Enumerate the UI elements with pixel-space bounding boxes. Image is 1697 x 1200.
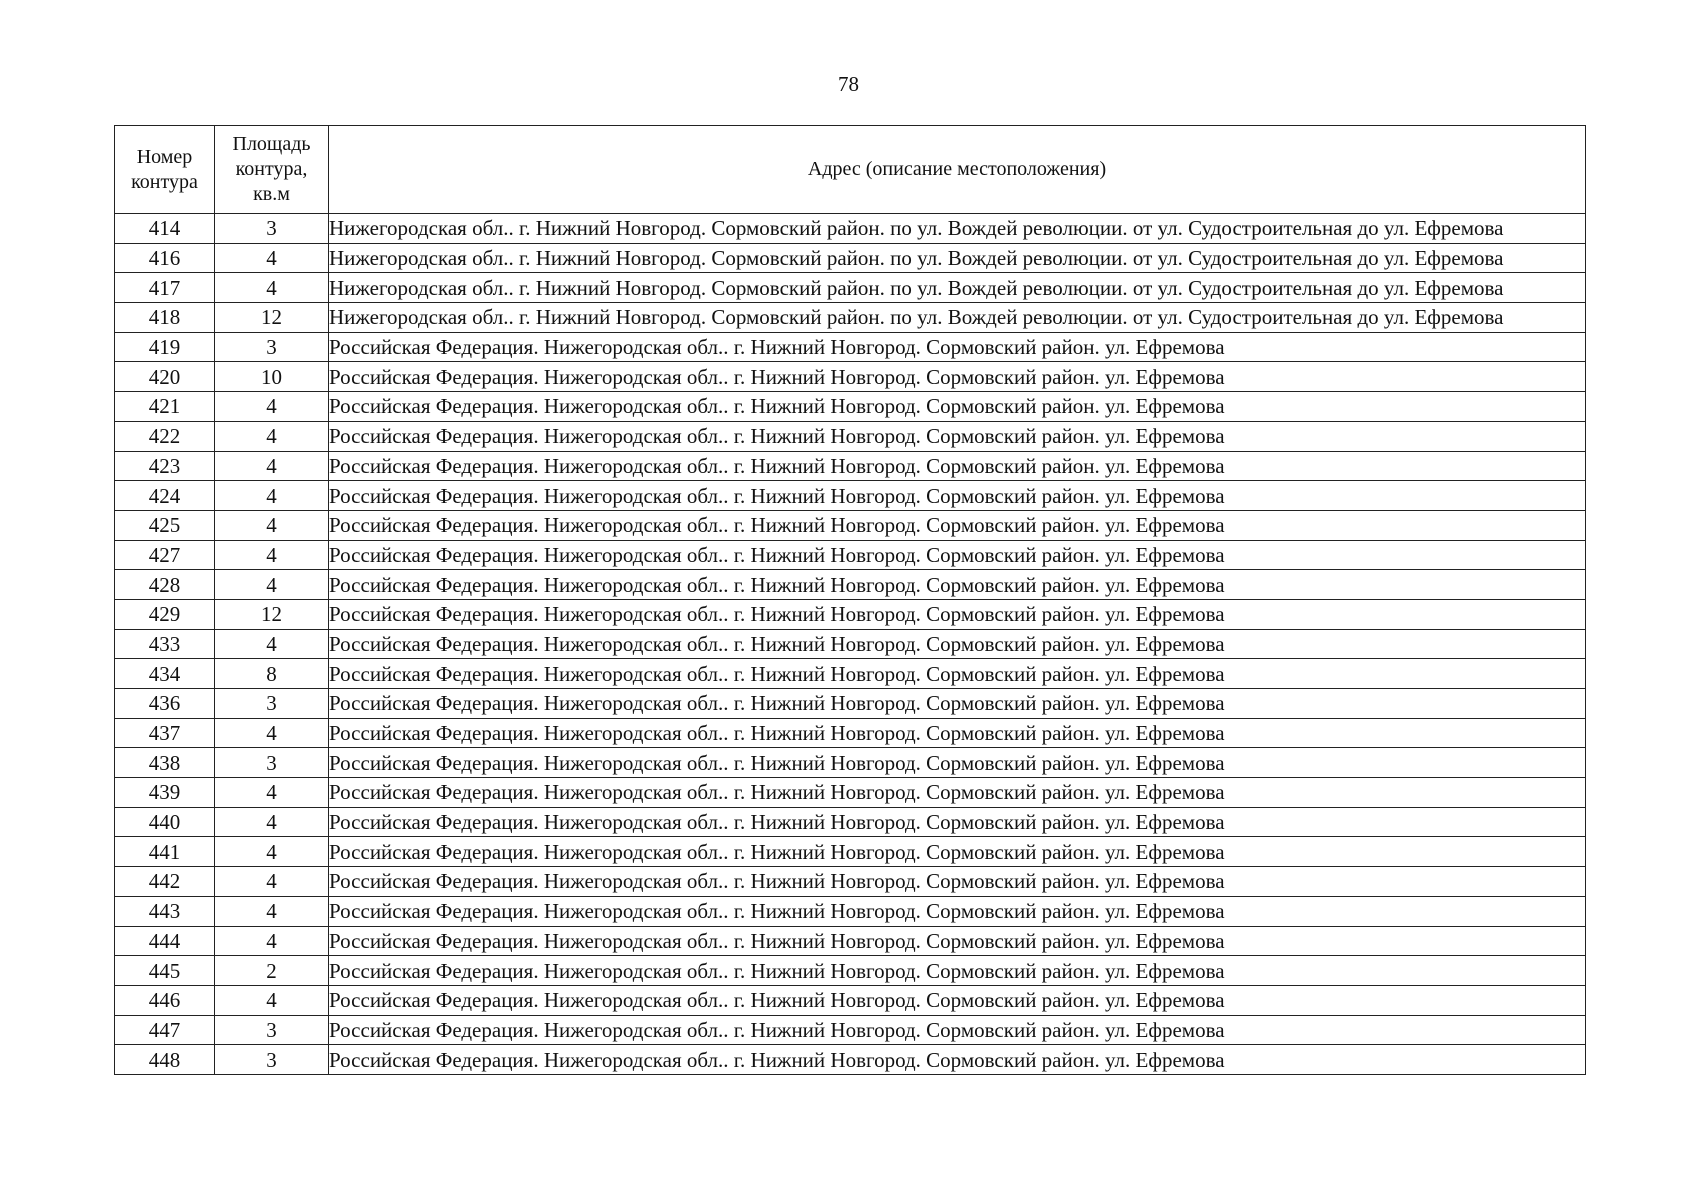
cell-address: Российская Федерация. Нижегородская обл.. г. Нижний Новгород. Сормовский район. ул. Ефремова bbox=[329, 362, 1586, 392]
cell-contour-area: 4 bbox=[215, 481, 329, 511]
table-row bbox=[115, 1045, 1586, 1075]
cell-address: Нижегородская обл.. г. Нижний Новгород. Сормовский район. по ул. Вождей революции. от ул. Судостроительная до ул. Ефремова bbox=[329, 243, 1586, 273]
table-row bbox=[115, 659, 1586, 689]
table-row bbox=[115, 718, 1586, 748]
table-row bbox=[115, 896, 1586, 926]
cell-contour-number: 424 bbox=[115, 481, 215, 511]
cell-contour-number: 418 bbox=[115, 303, 215, 333]
cell-contour-number: 440 bbox=[115, 807, 215, 837]
cell-address: Российская Федерация. Нижегородская обл.. г. Нижний Новгород. Сормовский район. ул. Ефремова bbox=[329, 599, 1586, 629]
cell-contour-area: 4 bbox=[215, 985, 329, 1015]
cell-contour-area: 2 bbox=[215, 956, 329, 986]
table-row bbox=[115, 926, 1586, 956]
cell-contour-number: 414 bbox=[115, 214, 215, 244]
table-row bbox=[115, 421, 1586, 451]
cell-address: Российская Федерация. Нижегородская обл.. г. Нижний Новгород. Сормовский район. ул. Ефремова bbox=[329, 659, 1586, 689]
cell-contour-area: 3 bbox=[215, 689, 329, 719]
cell-contour-area: 4 bbox=[215, 629, 329, 659]
table-row bbox=[115, 629, 1586, 659]
cell-contour-number: 421 bbox=[115, 392, 215, 422]
cell-address: Российская Федерация. Нижегородская обл.. г. Нижний Новгород. Сормовский район. ул. Ефремова bbox=[329, 540, 1586, 570]
table-row bbox=[115, 392, 1586, 422]
cell-contour-number: 428 bbox=[115, 570, 215, 600]
cell-contour-number: 445 bbox=[115, 956, 215, 986]
cell-contour-area: 4 bbox=[215, 718, 329, 748]
cell-contour-area: 4 bbox=[215, 867, 329, 897]
table-row bbox=[115, 510, 1586, 540]
cell-address: Российская Федерация. Нижегородская обл.. г. Нижний Новгород. Сормовский район. ул. Ефремова bbox=[329, 926, 1586, 956]
cell-contour-area: 4 bbox=[215, 896, 329, 926]
table-row bbox=[115, 778, 1586, 808]
cell-address: Российская Федерация. Нижегородская обл.. г. Нижний Новгород. Сормовский район. ул. Ефремова bbox=[329, 392, 1586, 422]
cell-contour-number: 438 bbox=[115, 748, 215, 778]
header-row bbox=[115, 126, 1586, 214]
cell-contour-area: 4 bbox=[215, 451, 329, 481]
cell-contour-area: 3 bbox=[215, 748, 329, 778]
cell-address: Нижегородская обл.. г. Нижний Новгород. Сормовский район. по ул. Вождей революции. от ул. Судостроительная до ул. Ефремова bbox=[329, 214, 1586, 244]
cell-address: Российская Федерация. Нижегородская обл.. г. Нижний Новгород. Сормовский район. ул. Ефремова bbox=[329, 332, 1586, 362]
cell-contour-number: 423 bbox=[115, 451, 215, 481]
cell-contour-area: 4 bbox=[215, 243, 329, 273]
cell-address: Российская Федерация. Нижегородская обл.. г. Нижний Новгород. Сормовский район. ул. Ефремова bbox=[329, 689, 1586, 719]
cell-address: Российская Федерация. Нижегородская обл.. г. Нижний Новгород. Сормовский район. ул. Ефремова bbox=[329, 629, 1586, 659]
cell-contour-area: 4 bbox=[215, 807, 329, 837]
cell-contour-area: 8 bbox=[215, 659, 329, 689]
table-row bbox=[115, 332, 1586, 362]
cell-contour-number: 439 bbox=[115, 778, 215, 808]
cell-contour-area: 4 bbox=[215, 510, 329, 540]
cell-contour-number: 420 bbox=[115, 362, 215, 392]
cell-contour-number: 447 bbox=[115, 1015, 215, 1045]
cell-contour-number: 446 bbox=[115, 985, 215, 1015]
header-contour-area: Площадь контура, кв.м bbox=[215, 126, 329, 214]
table-row bbox=[115, 243, 1586, 273]
cell-address: Российская Федерация. Нижегородская обл.. г. Нижний Новгород. Сормовский район. ул. Ефремова bbox=[329, 1045, 1586, 1075]
cell-address: Российская Федерация. Нижегородская обл.. г. Нижний Новгород. Сормовский район. ул. Ефремова bbox=[329, 421, 1586, 451]
table-row bbox=[115, 867, 1586, 897]
cell-contour-area: 4 bbox=[215, 926, 329, 956]
cell-contour-area: 10 bbox=[215, 362, 329, 392]
page-number: 78 bbox=[838, 72, 859, 96]
cell-address: Российская Федерация. Нижегородская обл.. г. Нижний Новгород. Сормовский район. ул. Ефремова bbox=[329, 956, 1586, 986]
table-row bbox=[115, 451, 1586, 481]
cell-contour-number: 441 bbox=[115, 837, 215, 867]
cell-address: Российская Федерация. Нижегородская обл.. г. Нижний Новгород. Сормовский район. ул. Ефремова bbox=[329, 837, 1586, 867]
cell-address: Российская Федерация. Нижегородская обл.. г. Нижний Новгород. Сормовский район. ул. Ефремова bbox=[329, 985, 1586, 1015]
header-contour-number: Номер контура bbox=[115, 126, 215, 214]
cell-address: Российская Федерация. Нижегородская обл.. г. Нижний Новгород. Сормовский район. ул. Ефремова bbox=[329, 778, 1586, 808]
table-row bbox=[115, 599, 1586, 629]
cell-contour-area: 3 bbox=[215, 1015, 329, 1045]
cell-address: Нижегородская обл.. г. Нижний Новгород. Сормовский район. по ул. Вождей революции. от ул. Судостроительная до ул. Ефремова bbox=[329, 273, 1586, 303]
cell-address: Российская Федерация. Нижегородская обл.. г. Нижний Новгород. Сормовский район. ул. Ефремова bbox=[329, 807, 1586, 837]
cell-contour-number: 444 bbox=[115, 926, 215, 956]
cell-contour-area: 4 bbox=[215, 392, 329, 422]
cell-contour-area: 4 bbox=[215, 837, 329, 867]
cell-contour-number: 434 bbox=[115, 659, 215, 689]
cell-address: Российская Федерация. Нижегородская обл.. г. Нижний Новгород. Сормовский район. ул. Ефремова bbox=[329, 451, 1586, 481]
table-row bbox=[115, 1015, 1586, 1045]
table-row bbox=[115, 273, 1586, 303]
table-row bbox=[115, 362, 1586, 392]
table-row bbox=[115, 214, 1586, 244]
cell-contour-area: 4 bbox=[215, 540, 329, 570]
table-body bbox=[115, 214, 1586, 1075]
cell-address: Российская Федерация. Нижегородская обл.. г. Нижний Новгород. Сормовский район. ул. Ефремова bbox=[329, 748, 1586, 778]
header-address: Адрес (описание местоположения) bbox=[329, 126, 1586, 214]
table-row bbox=[115, 689, 1586, 719]
cell-contour-number: 437 bbox=[115, 718, 215, 748]
table-row bbox=[115, 985, 1586, 1015]
contour-table bbox=[114, 125, 1586, 1075]
cell-address: Российская Федерация. Нижегородская обл.. г. Нижний Новгород. Сормовский район. ул. Ефремова bbox=[329, 896, 1586, 926]
cell-address: Российская Федерация. Нижегородская обл.. г. Нижний Новгород. Сормовский район. ул. Ефремова bbox=[329, 1015, 1586, 1045]
cell-contour-number: 433 bbox=[115, 629, 215, 659]
cell-address: Нижегородская обл.. г. Нижний Новгород. Сормовский район. по ул. Вождей революции. от ул. Судостроительная до ул. Ефремова bbox=[329, 303, 1586, 333]
cell-contour-area: 4 bbox=[215, 273, 329, 303]
cell-contour-number: 427 bbox=[115, 540, 215, 570]
table-row bbox=[115, 540, 1586, 570]
cell-contour-area: 4 bbox=[215, 570, 329, 600]
table-row bbox=[115, 956, 1586, 986]
table-row bbox=[115, 807, 1586, 837]
cell-address: Российская Федерация. Нижегородская обл.. г. Нижний Новгород. Сормовский район. ул. Ефремова bbox=[329, 867, 1586, 897]
cell-contour-number: 419 bbox=[115, 332, 215, 362]
cell-address: Российская Федерация. Нижегородская обл.. г. Нижний Новгород. Сормовский район. ул. Ефремова bbox=[329, 481, 1586, 511]
cell-contour-number: 443 bbox=[115, 896, 215, 926]
cell-address: Российская Федерация. Нижегородская обл.. г. Нижний Новгород. Сормовский район. ул. Ефремова bbox=[329, 510, 1586, 540]
table-row bbox=[115, 570, 1586, 600]
table-row bbox=[115, 303, 1586, 333]
cell-contour-number: 429 bbox=[115, 599, 215, 629]
cell-contour-area: 3 bbox=[215, 214, 329, 244]
cell-contour-area: 3 bbox=[215, 332, 329, 362]
cell-contour-number: 425 bbox=[115, 510, 215, 540]
cell-contour-area: 4 bbox=[215, 421, 329, 451]
cell-address: Российская Федерация. Нижегородская обл.. г. Нижний Новгород. Сормовский район. ул. Ефремова bbox=[329, 718, 1586, 748]
cell-contour-number: 417 bbox=[115, 273, 215, 303]
cell-address: Российская Федерация. Нижегородская обл.. г. Нижний Новгород. Сормовский район. ул. Ефремова bbox=[329, 570, 1586, 600]
table-row bbox=[115, 748, 1586, 778]
table-header bbox=[115, 126, 1586, 214]
cell-contour-number: 416 bbox=[115, 243, 215, 273]
cell-contour-number: 448 bbox=[115, 1045, 215, 1075]
cell-contour-number: 436 bbox=[115, 689, 215, 719]
cell-contour-area: 12 bbox=[215, 599, 329, 629]
cell-contour-number: 442 bbox=[115, 867, 215, 897]
cell-contour-number: 422 bbox=[115, 421, 215, 451]
cell-contour-area: 3 bbox=[215, 1045, 329, 1075]
cell-contour-area: 4 bbox=[215, 778, 329, 808]
table-row bbox=[115, 837, 1586, 867]
cell-contour-area: 12 bbox=[215, 303, 329, 333]
table-row bbox=[115, 481, 1586, 511]
